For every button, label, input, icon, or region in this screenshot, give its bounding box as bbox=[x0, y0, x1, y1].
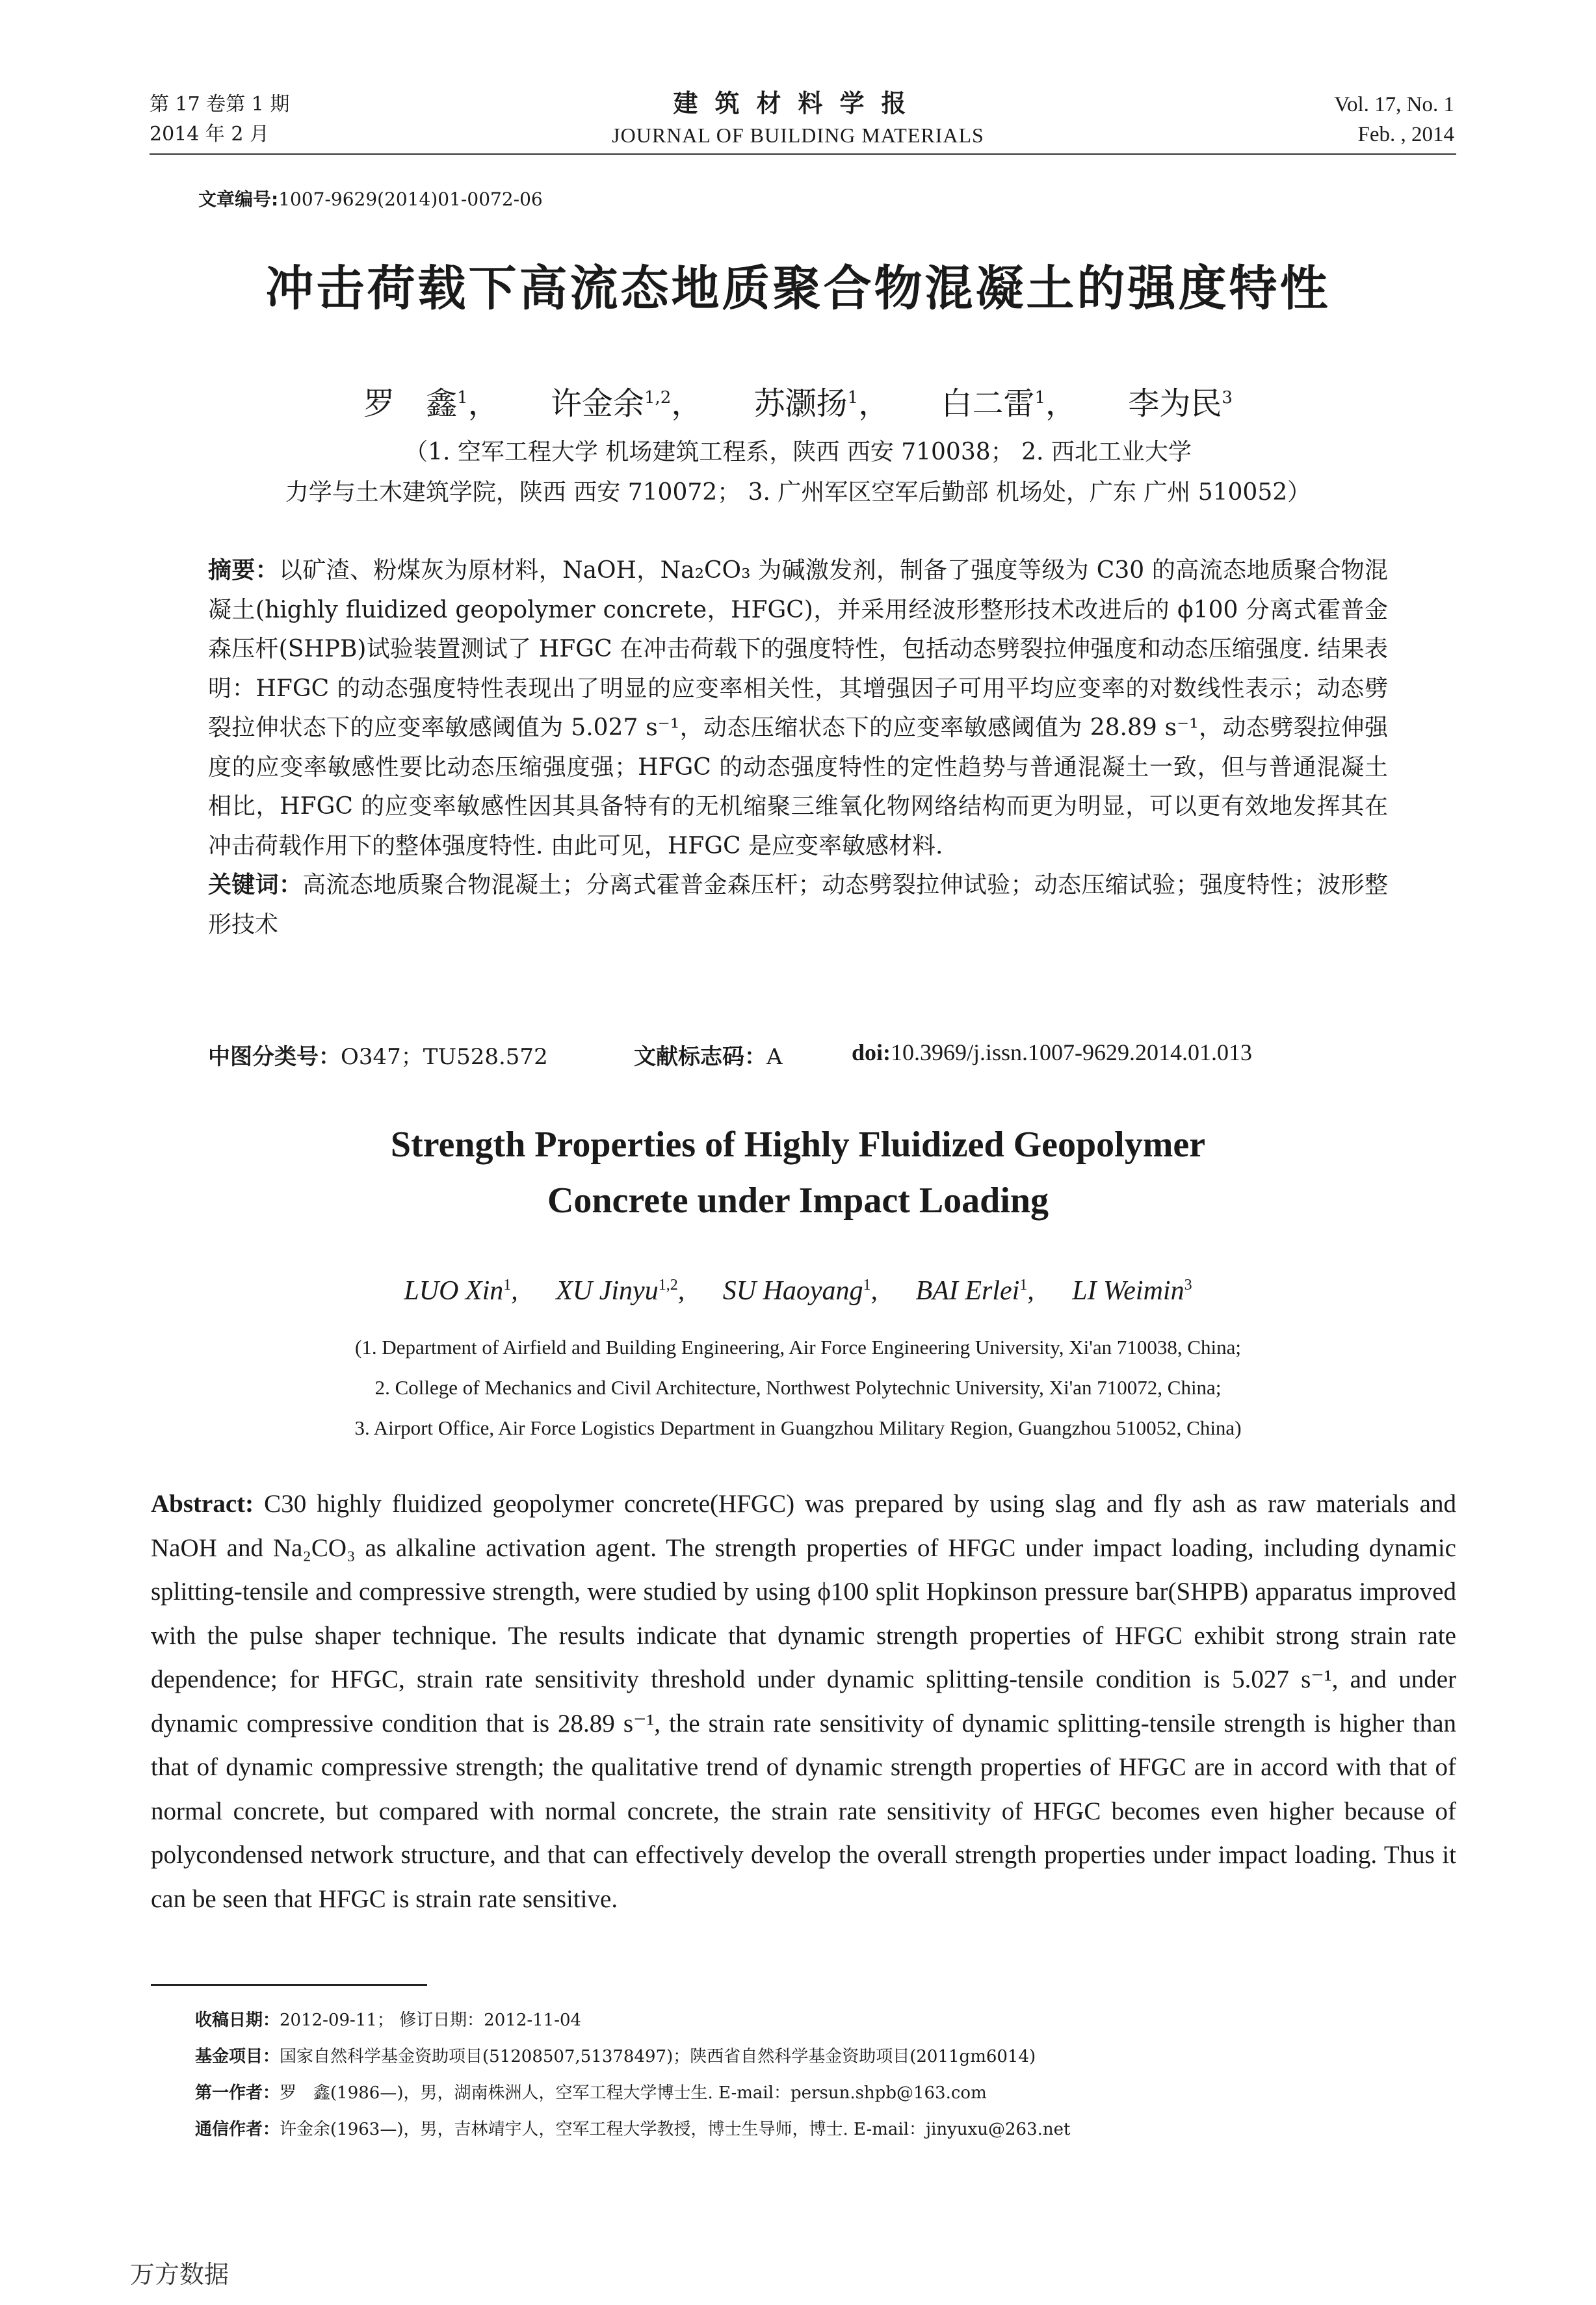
footnote-funding: 基金项目：国家自然科学基金资助项目(51208507,51378497)；陕西省自然科学基金资助项目(2011gm6014) bbox=[195, 2047, 1036, 2066]
authors-en bbox=[0, 1275, 1596, 1307]
volume-issue: 第 17 卷第 1 期 bbox=[150, 93, 290, 116]
doi-value: 10.3969/j.issn.1007-9629.2014.01.013 bbox=[891, 1039, 1253, 1065]
journal-name-cn: 建筑材料学报 bbox=[673, 88, 923, 118]
abstract-en-label: Abstract: bbox=[151, 1490, 254, 1518]
article-number-label: 文章编号: bbox=[198, 189, 279, 210]
affiliation-line-en: 3. Airport Office, Air Force Logistics Department in Guangzhou Military Region, Guangzhou 510052, China) bbox=[354, 1416, 1242, 1439]
affiliation-line-en: 2. College of Mechanics and Civil Architecture, Northwest Polytechnic University, Xi'an 710072, China; bbox=[374, 1376, 1222, 1399]
author-cn: 李为民$^3$ bbox=[1128, 385, 1233, 422]
author-en: LUO Xin$^1$, bbox=[404, 1276, 518, 1306]
affiliation-line: （1. 空军工程大学 机场建筑工程系，陕西 西安 710038； 2. 西北工业大学 bbox=[404, 439, 1192, 465]
author-cn: 许金余$^{1,2}$， bbox=[550, 385, 703, 422]
authors-cn bbox=[0, 378, 1596, 423]
affiliation-line: 力学与土木建筑学院，陕西 西安 710072； 3. 广州军区空军后勤部 机场处，广东 广州 510052） bbox=[285, 479, 1311, 506]
author-en: LI Weimin$^3$ bbox=[1072, 1276, 1192, 1306]
author-cn: 罗 鑫$^1$， bbox=[363, 385, 499, 422]
publication-date-en: Feb. , 2014 bbox=[1357, 123, 1454, 146]
doc-code-value: A bbox=[766, 1044, 783, 1070]
article-number bbox=[198, 185, 543, 211]
title-cn: 冲击荷载下高流态地质聚合物混凝土的强度特性 bbox=[265, 261, 1331, 317]
footnote-rule bbox=[151, 1984, 427, 1986]
header-rule bbox=[150, 153, 1456, 155]
keywords-cn-label: 关键词： bbox=[208, 872, 303, 898]
affiliations-cn bbox=[0, 432, 1596, 513]
abstract-en-text: C30 highly fluidized geopolymer concrete(HFGC) was prepared by using slag and fly ash as raw materials and NaOH and Na₂CO₃ as alkaline activation agent. The strength properties of HFGC under impact loading, including dynamic splitting-tensile and compressive strength, were studied by using ϕ100 split Hopkinson pressure bar(SHPB) apparatus improved with the pulse shaper technique. The results indicate that dynamic strength properties of HFGC exhibit strong strain rate dependence; for HFGC, strain rate sensitivity threshold under dynamic splitting-tensile condition is 5.027 s⁻¹, and under dynamic compressive condition that is 28.89 s⁻¹, the strain rate sensitivity of dynamic splitting-tensile strength is higher than that of dynamic compressive strength; the qualitative trend of dynamic strength properties of HFGC are in accord with that of normal concrete, but compared with normal concrete, the strain rate sensitivity of HFGC becomes even higher because of polycondensed network structure, and that can effectively develop the overall strength properties under impact loading. Thus it can be seen that HFGC is strain rate sensitive. bbox=[151, 1490, 1456, 1913]
abstract-en bbox=[151, 1482, 1456, 1921]
title-en-line: Strength Properties of Highly Fluidized Geopolymer bbox=[390, 1125, 1206, 1165]
journal-name-en: JOURNAL OF BUILDING MATERIALS bbox=[612, 124, 984, 147]
title-en-line: Concrete under Impact Loading bbox=[547, 1180, 1049, 1221]
footnote-received: 收稿日期：2012-09-11； 修订日期：2012-11-04 bbox=[195, 2011, 582, 2030]
article-number-value: 1007-9629(2014)01-0072-06 bbox=[278, 189, 543, 210]
clc-label: 中图分类号： bbox=[208, 1044, 341, 1070]
volume-issue-en: Vol. 17, No. 1 bbox=[1334, 93, 1454, 116]
author-en: SU Haoyang$^1$, bbox=[722, 1276, 878, 1306]
watermark: 万方数据 bbox=[130, 2260, 229, 2289]
keywords-cn-text: 高流态地质聚合物混凝土；分离式霍普金森压杆；动态劈裂拉伸试验；动态压缩试验；强度特性；波形整形技术 bbox=[208, 872, 1388, 938]
doc-code-label: 文献标志码： bbox=[634, 1044, 766, 1070]
author-cn: 苏灏扬$^1$， bbox=[753, 385, 890, 422]
clc-value: O347；TU528.572 bbox=[341, 1044, 548, 1070]
classification-line bbox=[208, 1039, 1398, 1071]
author-en: XU Jinyu$^{1,2}$, bbox=[556, 1276, 685, 1306]
journal-issue-info-en bbox=[1334, 90, 1454, 150]
title-en bbox=[0, 1117, 1596, 1229]
abstract-cn bbox=[208, 551, 1388, 944]
author-cn: 白二雷$^1$， bbox=[941, 385, 1077, 422]
affiliation-line-en: (1. Department of Airfield and Building Engineering, Air Force Engineering University, Xi'an 710038, China; bbox=[355, 1336, 1241, 1359]
affiliations-en bbox=[0, 1327, 1596, 1448]
author-en: BAI Erlei$^1$, bbox=[915, 1276, 1034, 1306]
abstract-cn-text: 以矿渣、粉煤灰为原材料，NaOH，Na₂CO₃ 为碱激发剂，制备了强度等级为 C30 的高流态地质聚合物混凝土(highly fluidized geopolymer concrete，HFGC)，并采用经波形整形技术改进后的 ϕ100 分离式霍普金森压杆(SHPB)试验装置测试了 HFGC 在冲击荷载下的强度特性，包括动态劈裂拉伸强度和动态压缩强度. 结果表明：HFGC 的动态强度特性表现出了明显的应变率相关性，其增强因子可用平均应变率的对数线性表示；动态劈裂拉伸状态下的应变率敏感阈值为 5.027 s⁻¹，动态压缩状态下的应变率敏感阈值为 28.89 s⁻¹，动态劈裂拉伸强度的应变率敏感性要比动态压缩强度强；HFGC 的动态强度特性的定性趋势与普通混凝土一致，但与普通混凝土相比，HFGC 的应变率敏感性因其具备特有的无机缩聚三维氧化物网络结构而更为明显，可以更有效地发挥其在冲击荷载作用下的整体强度特性. 由此可见，HFGC 是应变率敏感材料. bbox=[208, 557, 1388, 859]
publication-date: 2014 年 2 月 bbox=[150, 123, 270, 146]
footnote-first-author: 第一作者：罗 鑫(1986—)，男，湖南株洲人，空军工程大学博士生. E-mail：persun.shpb@163.com bbox=[195, 2083, 987, 2103]
abstract-cn-label: 摘要： bbox=[208, 557, 280, 584]
footnote-corresponding-author: 通信作者：许金余(1963—)，男，吉林靖宇人，空军工程大学教授，博士生导师，博士. E-mail：jinyuxu@263.net bbox=[195, 2120, 1071, 2139]
footnotes bbox=[195, 2002, 1463, 2148]
doi-label: doi: bbox=[852, 1039, 891, 1065]
